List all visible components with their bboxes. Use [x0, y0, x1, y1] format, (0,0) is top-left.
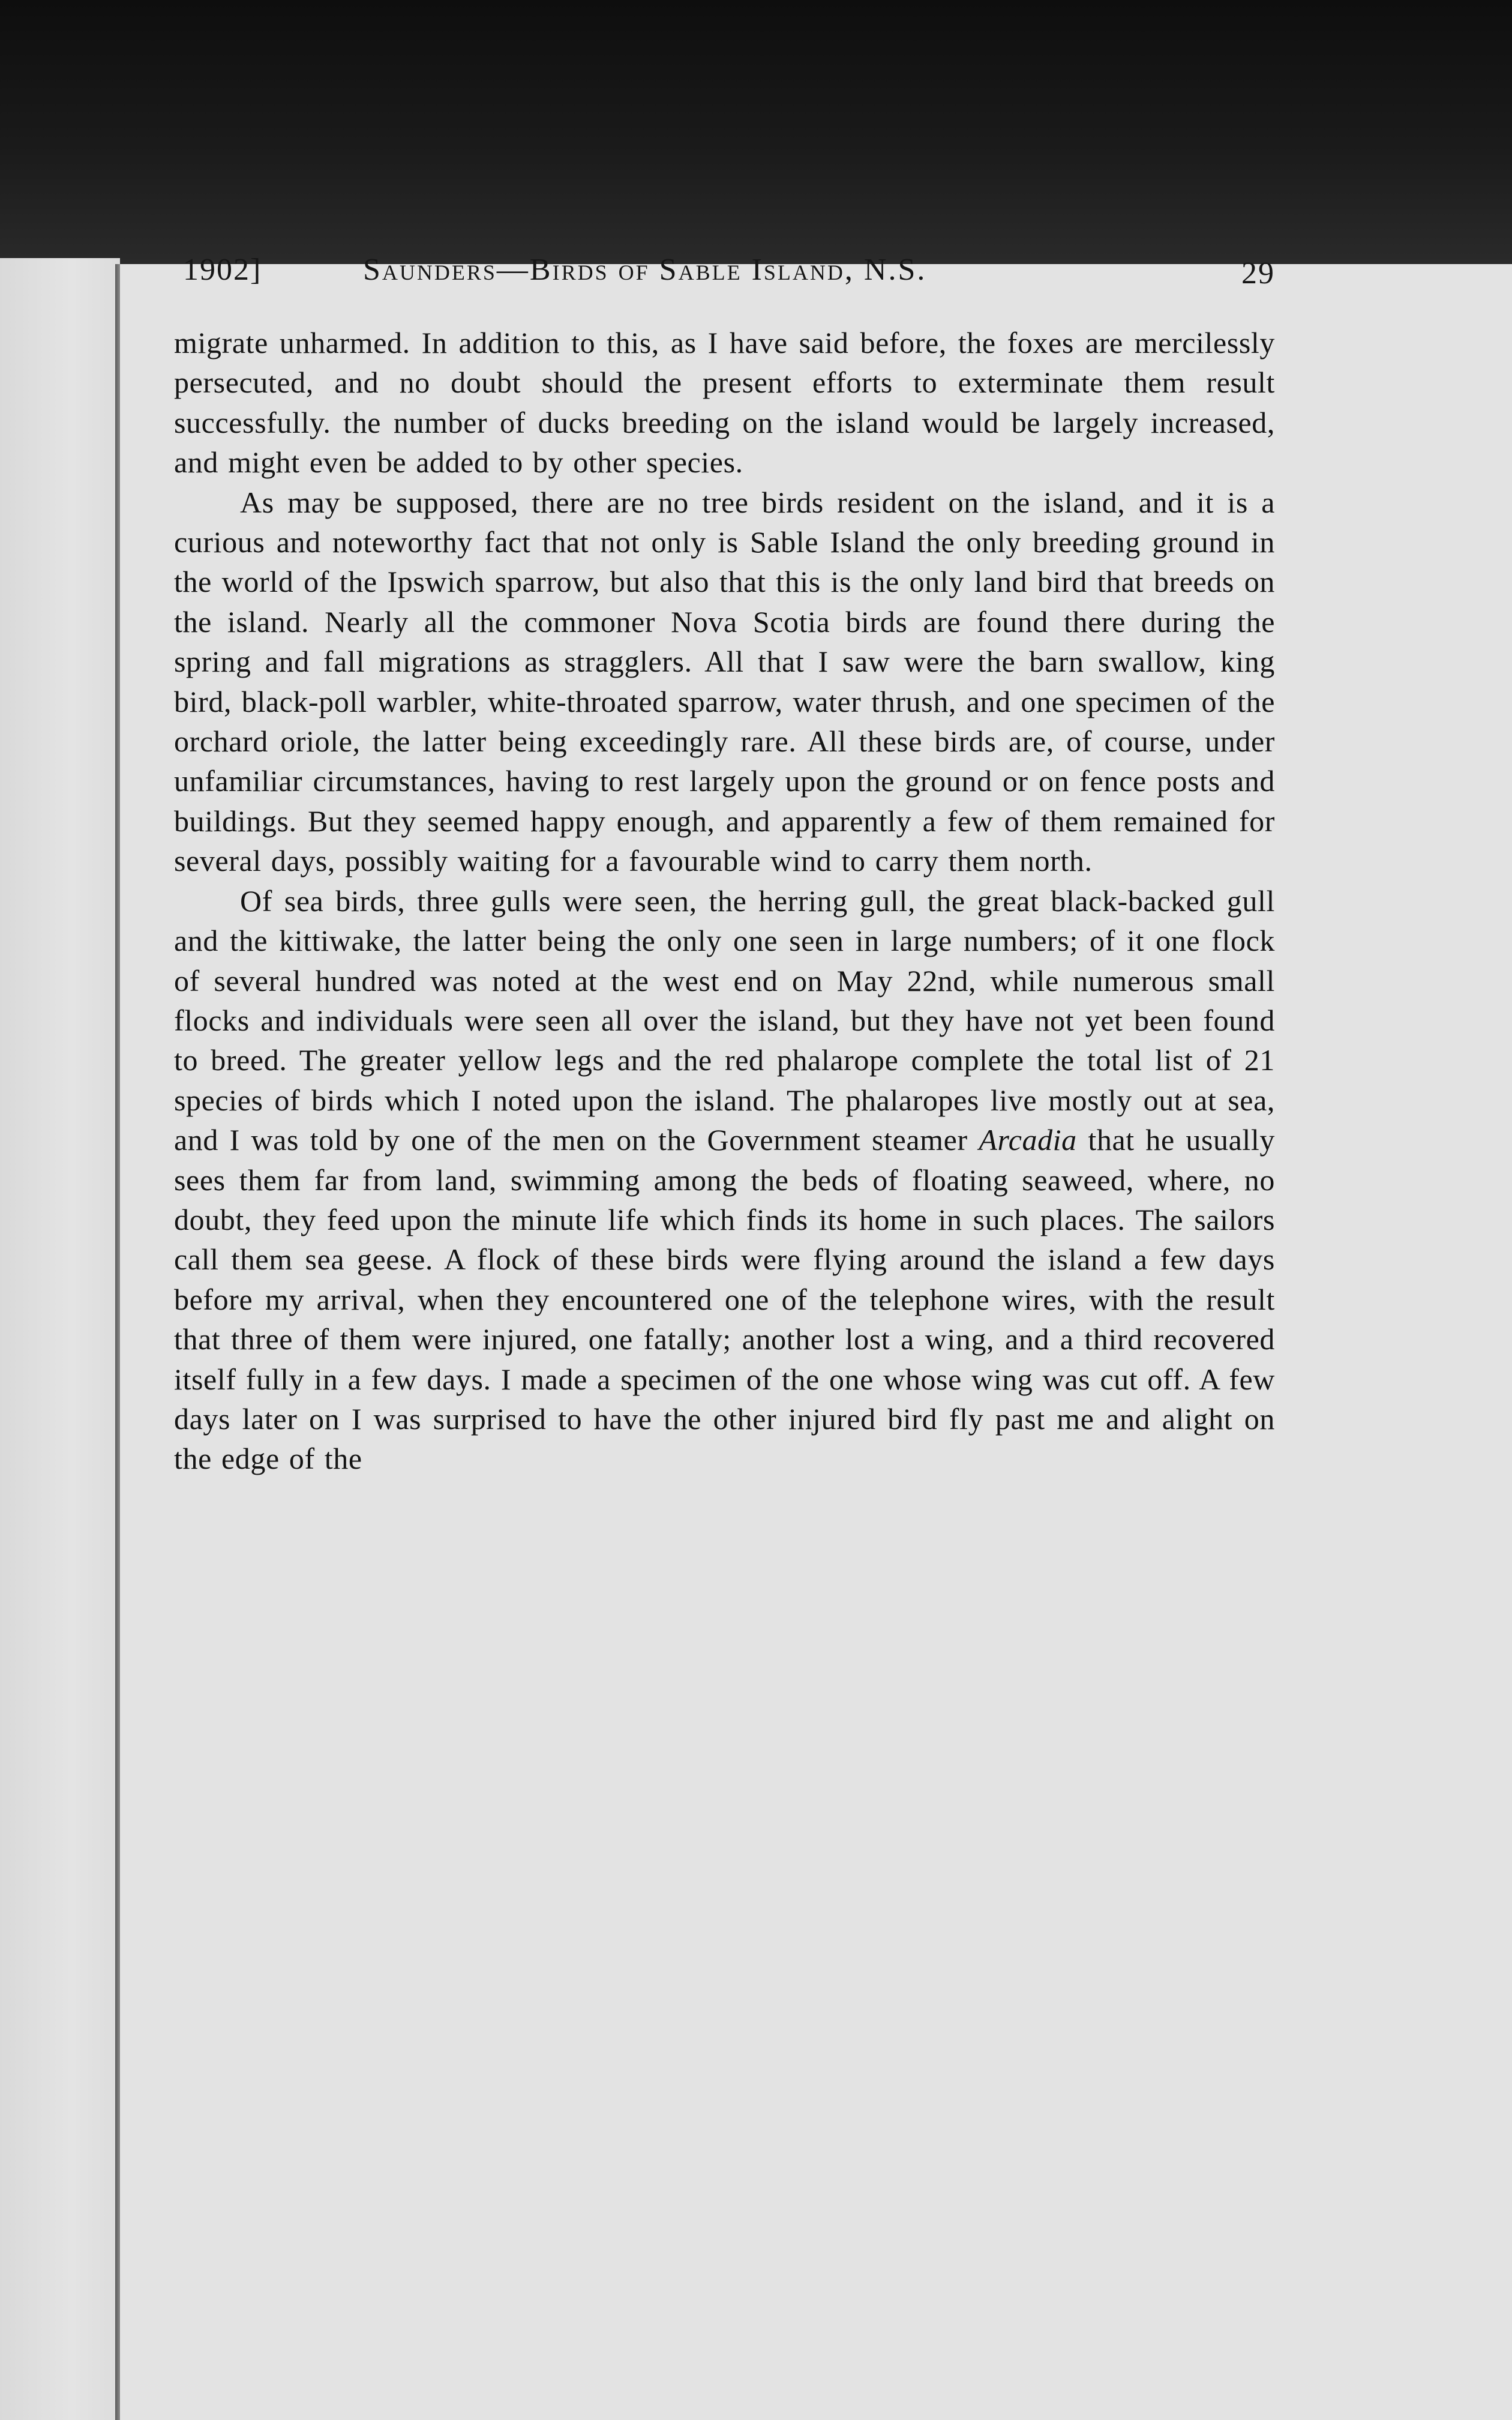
header-title: Saunders—Birds of Sable Island, N.S.	[363, 253, 927, 287]
ship-name-arcadia: Arcadia	[979, 1123, 1077, 1157]
page-number: 29	[1241, 256, 1275, 290]
paragraph-2: As may be supposed, there are no tree birds resident on the island, and it is a curious and noteworthy fact that not only is Sable Island the only breeding ground in the world of the Ipswich sparrow, but also that this is the only land bird that breeds on the island. Nearly all the commoner Nova Scotia birds are found there during the spring and fall migrations as stragglers. All that I saw were the barn swallow, king bird, black-poll warbler, white-throated sparrow, water thrush, and one specimen of the orchard oriole, the latter being exceedingly rare. All these birds are, of course, under unfamiliar circumstances, having to rest largely upon the ground or on fence posts and buildings. But they seemed happy enough, and apparently a few of them remained for several days, possibly waiting for a favourable wind to carry them north.	[174, 485, 1275, 878]
paragraph-3-part-2: that he usually sees them far from land, swimming among the beds of floating seaweed, where, no doubt, they feed upon the minute life which finds its home in such places. The sailors call them sea geese. A flock of these birds were flying around the island a few days before my arrival, when they encountered one of the telephone wires, with the result that three of them were injured, one fatally; another lost a wing, and a third recovered itself fully in a few days. I made a specimen of the one whose wing was cut off. A few days later on I was surprised to have the other injured bird fly past me and alight on the edge of the	[174, 1123, 1275, 1476]
body-text	[174, 323, 1275, 1479]
page-gutter-line	[115, 264, 120, 2420]
scan-dark-background	[0, 0, 1512, 264]
facing-page-edge	[0, 258, 120, 2420]
paragraph-1: migrate unharmed. In addition to this, as I have said before, the foxes are mercilessly persecuted, and no doubt should the present efforts to exterminate them result successfully. the number of ducks breeding on the island would be largely increased, and might even be added to by other species.	[174, 326, 1275, 480]
paragraph-3-part-1: Of sea birds, three gulls were seen, the herring gull, the great black-backed gull and the kittiwake, the latter being the only one seen in large numbers; of it one flock of several hundred was noted at the west end on May 22nd, while numerous small flocks and individuals were seen all over the island, but they have not yet been found to breed. The greater yellow legs and the red phalarope complete the total list of 21 species of birds which I noted upon the island. The phalaropes live mostly out at sea, and I was told by one of the men on the Government steamer	[174, 883, 1275, 1157]
header-year: 1902]	[183, 253, 262, 287]
running-head	[183, 252, 1275, 300]
paragraph-3	[174, 881, 1275, 1479]
